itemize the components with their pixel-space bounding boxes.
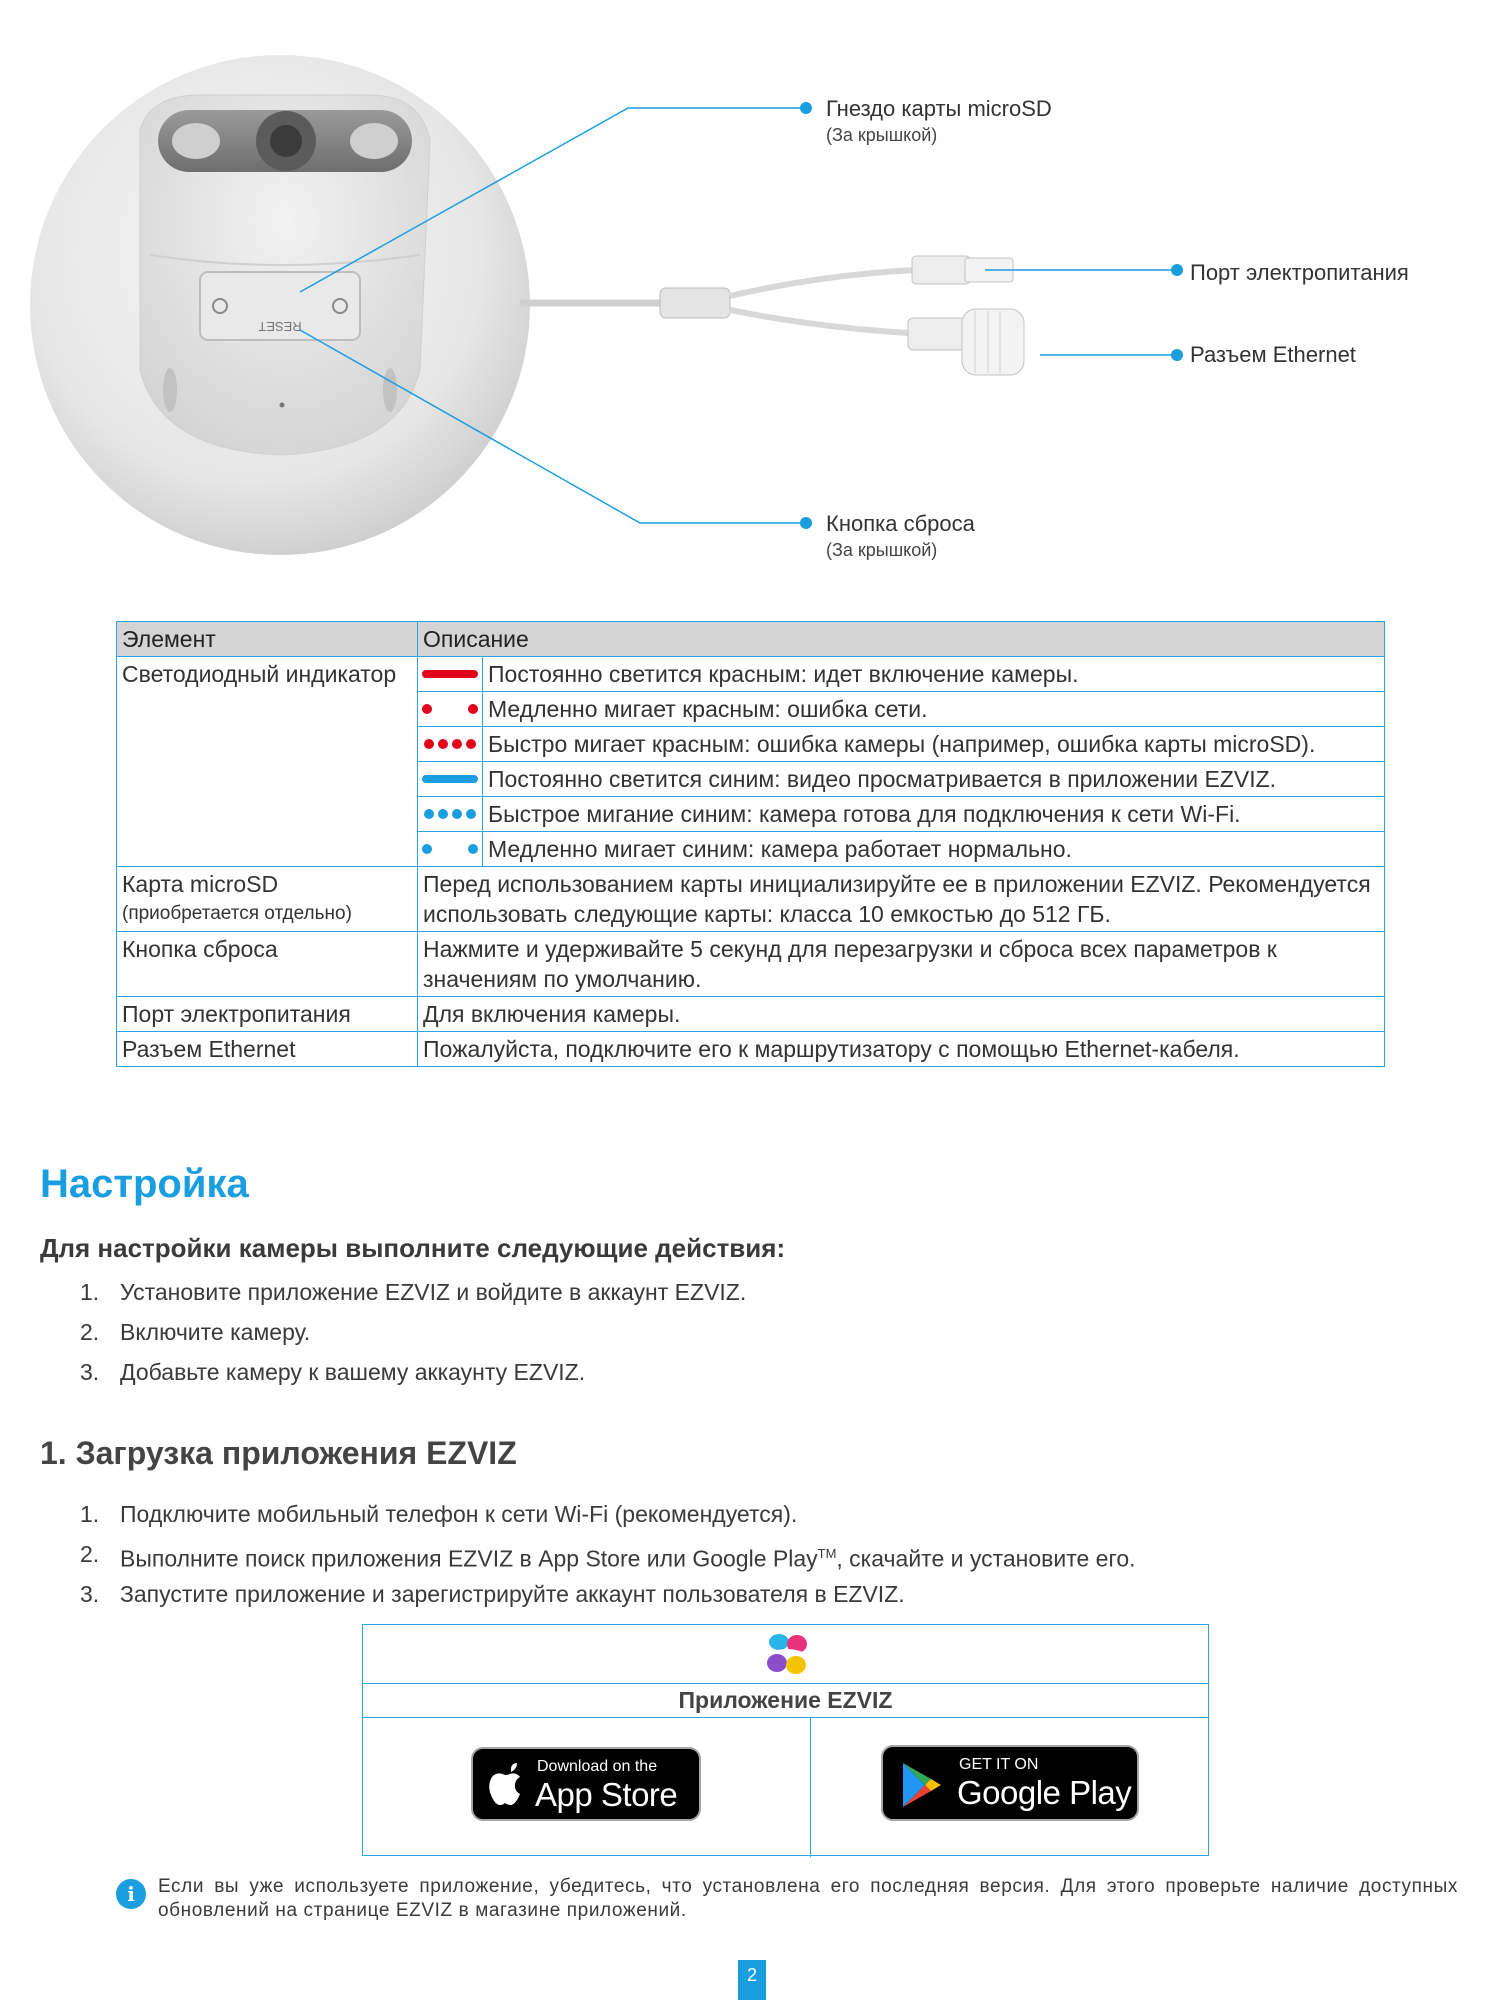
ir-light-left	[172, 123, 220, 159]
app-table	[362, 1624, 1209, 1856]
led-symbol-fast-blue	[418, 797, 483, 832]
ethernet-description: Пожалуйста, подключите его к маршрутизатору с помощью Ethernet-кабеля.	[418, 1032, 1385, 1067]
google-play-small: GET IT ON	[959, 1756, 1039, 1773]
note-text: Если вы уже используете приложение, убедитесь, что установлена его последняя версия. Для этого проверьте наличие доступных обновлений на странице EZVIZ в магазине приложений.	[158, 1876, 1458, 1921]
callout-reset	[826, 510, 975, 562]
app-label: Приложение EZVIZ	[363, 1683, 1208, 1718]
callout-reset-label: Кнопка сброса	[826, 511, 975, 536]
power-description: Для включения камеры.	[418, 997, 1385, 1032]
download-title: 1. Загрузка приложения EZVIZ	[40, 1435, 517, 1471]
callout-dot	[1171, 349, 1183, 361]
list-item	[80, 1539, 1136, 1579]
led-bar	[422, 670, 478, 678]
microsd-name: Карта microSD	[122, 871, 279, 897]
camera-diagram	[0, 0, 1500, 600]
cable-splitter	[660, 288, 730, 318]
step-number: 1.	[80, 1279, 100, 1305]
led-name: Светодиодный индикатор	[117, 657, 418, 867]
google-play-icon	[899, 1761, 943, 1809]
callout-ethernet	[1190, 341, 1356, 369]
step-text: Включите камеру.	[120, 1319, 311, 1345]
led-state-text: Постоянно светится красным: идет включение камеры.	[483, 657, 1385, 692]
app-logo-row	[363, 1625, 1208, 1684]
step-number: 3.	[80, 1359, 100, 1385]
microsd-name-cell	[117, 867, 418, 932]
header-element: Элемент	[117, 622, 418, 657]
header-description: Описание	[418, 622, 1385, 657]
step-number: 2.	[80, 1319, 100, 1345]
step-number: 1.	[80, 1501, 100, 1527]
callout-microsd	[826, 95, 1052, 147]
step-number: 2.	[80, 1541, 100, 1567]
callout-dot	[1171, 264, 1183, 276]
callout-microsd-label: Гнездо карты microSD	[826, 96, 1052, 121]
list-item	[80, 1579, 1136, 1619]
led-symbol-fast-red	[418, 727, 483, 762]
app-store-small: Download on the	[537, 1758, 658, 1775]
power-name: Порт электропитания	[117, 997, 418, 1032]
app-store-big: App Store	[535, 1776, 678, 1813]
cover-reset-text: RESET	[258, 319, 302, 334]
download-steps	[80, 1499, 1136, 1619]
callout-dot	[800, 517, 812, 529]
power-cable	[730, 270, 915, 296]
setup-lead: Для настройки камеры выполните следующие действия:	[40, 1233, 786, 1263]
led-state-text: Быстро мигает красным: ошибка камеры (например, ошибка карты microSD).	[483, 727, 1385, 762]
microphone-hole	[280, 403, 285, 408]
led-state-text: Быстрое мигание синим: камера готова для подключения к сети Wi-Fi.	[483, 797, 1385, 832]
app-store-button[interactable]	[471, 1747, 701, 1821]
step-text: Добавьте камеру к вашему аккаунту EZVIZ.	[120, 1359, 586, 1385]
ethernet-name: Разъем Ethernet	[117, 1032, 418, 1067]
callout-dot	[800, 102, 812, 114]
google-play-button[interactable]	[881, 1745, 1139, 1821]
list-item	[80, 1357, 746, 1397]
page-number: 2	[738, 1960, 766, 2000]
ethernet-cable	[730, 310, 910, 333]
led-symbol-solid-blue	[418, 762, 483, 797]
ethernet-connector	[908, 318, 968, 350]
table-row	[117, 867, 1385, 932]
camera-illustration	[0, 0, 1500, 600]
apple-icon	[487, 1763, 523, 1807]
spec-table	[116, 621, 1385, 1067]
microsd-description: Перед использованием карты инициализируйте ее в приложении EZVIZ. Рекомендуется использовать следующие карты: класса 10 емкостью до 512 ГБ.	[418, 867, 1385, 932]
callout-reset-note: (За крышкой)	[826, 540, 938, 560]
ir-light-right	[350, 123, 398, 159]
google-play-big: Google Play	[957, 1774, 1132, 1811]
setup-title: Настройка	[40, 1162, 249, 1206]
reset-name: Кнопка сброса	[117, 932, 418, 997]
led-state-text: Медленно мигает синим: камера работает нормально.	[483, 832, 1385, 867]
led-bar	[422, 775, 478, 783]
microsd-sub: (приобретается отдельно)	[122, 903, 352, 924]
list-item	[80, 1317, 746, 1357]
table-row	[117, 657, 1385, 692]
step-text: Установите приложение EZVIZ и войдите в аккаунт EZVIZ.	[120, 1279, 747, 1305]
list-item	[80, 1277, 746, 1317]
info-icon: i	[116, 1879, 146, 1909]
callout-microsd-note: (За крышкой)	[826, 125, 938, 145]
led-symbol-solid-red	[418, 657, 483, 692]
step-number: 3.	[80, 1581, 100, 1607]
led-symbol-slow-blue	[418, 832, 483, 867]
led-symbol-slow-red	[418, 692, 483, 727]
reset-description: Нажмите и удерживайте 5 секунд для перезагрузки и сброса всех параметров к значениям по умолчанию.	[418, 932, 1385, 997]
table-header-row	[117, 622, 1385, 657]
step-text: Запустите приложение и зарегистрируйте аккаунт пользователя в EZVIZ.	[120, 1581, 905, 1607]
list-item	[80, 1499, 1136, 1539]
step-text: Подключите мобильный телефон к сети Wi-Fi (рекомендуется).	[120, 1501, 798, 1527]
table-row	[117, 997, 1385, 1032]
callout-power-label: Порт электропитания	[1190, 260, 1409, 285]
power-connector	[912, 256, 970, 284]
table-row	[117, 932, 1385, 997]
callout-power	[1190, 259, 1409, 287]
led-state-text: Медленно мигает красным: ошибка сети.	[483, 692, 1385, 727]
callout-ethernet-label: Разъем Ethernet	[1190, 342, 1356, 367]
table-row	[117, 1032, 1385, 1067]
setup-steps	[80, 1277, 746, 1397]
ezviz-logo-icon	[762, 1629, 812, 1679]
led-state-text: Постоянно светится синим: видео просматривается в приложении EZVIZ.	[483, 762, 1385, 797]
step-text: Выполните поиск приложения EZVIZ в App Store или Google Play™, скачайте и установите его.	[120, 1545, 1136, 1572]
